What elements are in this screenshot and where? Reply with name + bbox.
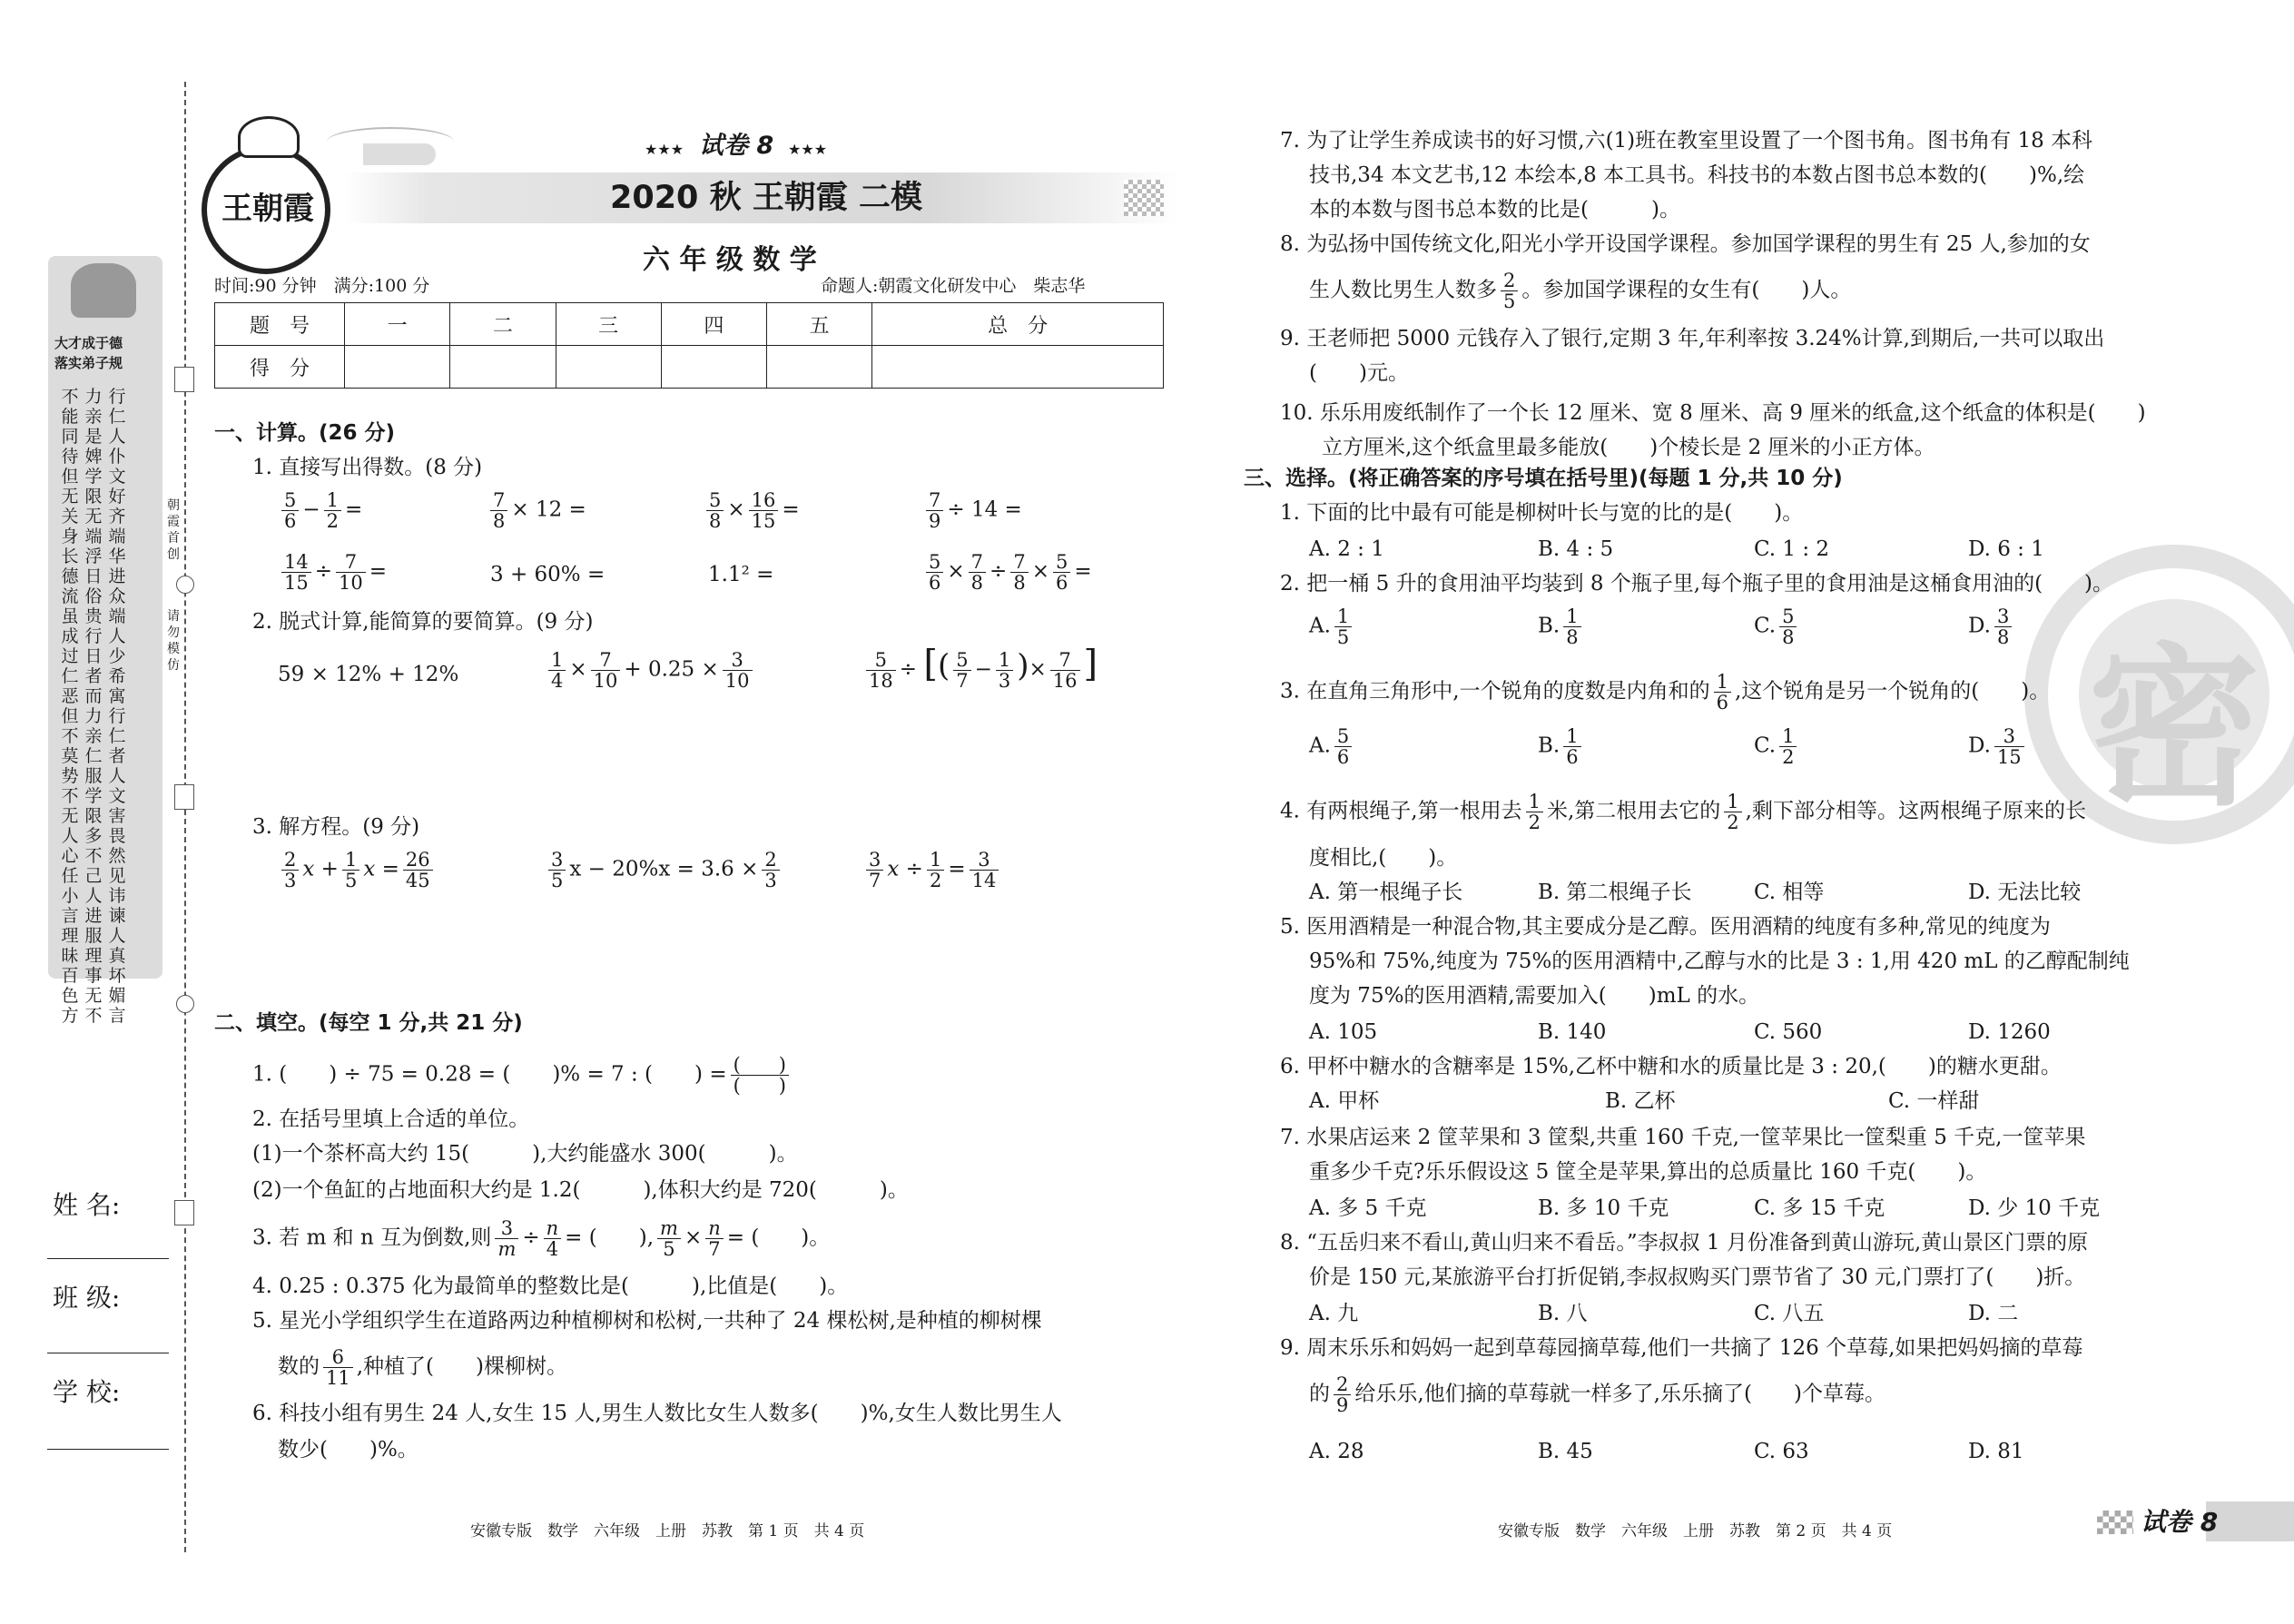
calc-3: $\frac{5}{18}$ ÷ [( $\frac{5}{7}$ − $\frac{1}{3}$ )× $\frac{7}{16}$ ] [862,650,1098,691]
s1-q1: 1. 直接写出得数。(8 分) [252,456,483,479]
c7-opt-b[interactable]: B. 多 10 千克 [1538,1196,1669,1220]
vertical-note-1: 朝霞首创 [167,498,180,562]
score-cell: 一 [345,303,450,346]
s2-q2: 2. 在括号里填上合适的单位。 [252,1107,530,1131]
c9-opt-b[interactable]: B. 45 [1538,1440,1593,1463]
c1-opt-a[interactable]: A. 2 : 1 [1309,537,1384,561]
r-q8a: 8. 为弘扬中国传统文化,阳光小学开设国学课程。参加国学课程的男生有 25 人,参加的女 [1280,232,2091,256]
verse-col: 不无人心 [61,786,79,866]
eq-2: $\frac{3}{5}$ x − 20%x = 3.6 × $\frac{2}{3}$ [545,850,783,891]
c1-opt-b[interactable]: B. 4 : 5 [1538,537,1614,561]
c2-opt-d[interactable]: D. $\frac{3}{8}$ [1968,606,2015,647]
score-input-cell[interactable] [556,346,661,389]
cut-mark [174,784,194,810]
scholar-figure-icon [71,263,136,318]
expr-2: $\frac{7}{8}$ × 12 = [487,490,586,531]
series-label: 试卷 8 [699,132,774,160]
subject-title: 六 年 级 数 学 [643,244,817,276]
binding-circle [176,995,194,1013]
corner-tab [2206,1501,2294,1541]
logo-text: 王朝霞 [222,191,314,227]
c4-c: ,剩下部分相等。这两根绳子原来的长 [1745,799,2086,823]
r-q9b: ( )元。 [1309,361,1409,385]
verse-col: 文害畏然 [108,786,126,866]
verse-col: 人少希寓 [108,626,126,706]
verse-col: 但无关身 [61,467,79,546]
s2-q3b: = ( ), [565,1225,655,1250]
cut-mark [174,1200,194,1225]
c9-b: 的 [1309,1382,1330,1406]
c9-c: 给乐乐,他们摘的草莓就一样多了,乐乐摘了( )个草莓。 [1354,1382,1885,1406]
school-label: 学 校: [53,1377,121,1407]
eq-2-mid: x − 20%x = 3.6 × [569,857,759,881]
s2-q5c-text: ,种植了( )棵柳树。 [356,1354,567,1379]
expr-1: $\frac{5}{6}$ − $\frac{1}{2}$ = [278,490,362,531]
expr-6: 3 + 60% = [490,563,605,586]
s2-q4: 4. 0.25 : 0.375 化为最简单的整数比是( ),比值是( )。 [252,1275,849,1298]
vertical-note-2: 请勿模仿 [167,609,180,673]
c7-stem-2: 重多少千克?乐乐假设这 5 筐全是苹果,算出的总质量比 160 千克( )。 [1309,1160,1987,1184]
c7-stem-1: 7. 水果店运来 2 筐苹果和 3 筐梨,共重 160 千克,一筐苹果比一筐梨重 5 千克,一筐苹果 [1280,1126,2086,1149]
verse-col: 见讳谏人 [108,866,126,946]
c1-opt-d[interactable]: D. 6 : 1 [1968,537,2044,561]
binding-circle [176,576,194,594]
score-input-cell[interactable] [345,346,450,389]
s2-q3: 3. 若 m 和 n 互为倒数,则 $\frac{3}{m}$ ÷ $\frac{n}{4}$ = ( ), $\frac{m}{5}$ × $\frac{n}{7}$ = ( )。 [252,1217,831,1260]
verse-col: 己人进服 [84,866,103,946]
checker-pattern [1124,180,1164,216]
c4-opt-b[interactable]: B. 第二根绳子长 [1538,881,1692,904]
name-field[interactable] [47,1258,169,1259]
logo-crown-icon [238,116,300,158]
cut-mark [174,367,194,392]
verse-col: 力亲是婢 [84,387,103,467]
verse-col: 不能同待 [61,387,79,467]
corner-label: 试卷 8 [2141,1507,2219,1537]
expr-5: $\frac{14}{15}$ ÷ $\frac{7}{10}$ = [278,552,387,593]
verse-col: 学限多不 [84,786,103,866]
section1-title: 一、计算。(26 分) [214,421,396,445]
score-table-score-row [215,346,1164,389]
verse-col: 昧百色方 [61,946,79,1026]
c4-opt-a[interactable]: A. 第一根绳子长 [1309,881,1463,904]
r-q10b: 立方厘米,这个纸盒里最多能放( )个棱长是 2 厘米的小正方体。 [1322,436,1935,459]
c8-stem-1: 8. “五岳归来不看山,黄山归来不看岳。”李叔叔 1 月份准备到黄山游玩,黄山景区门票的原 [1280,1231,2089,1255]
score-cell: 五 [767,303,872,346]
c5-opt-c[interactable]: C. 560 [1754,1020,1823,1044]
author-info: 命题人:朝霞文化研发中心 柴志华 [821,276,1086,296]
score-input-cell[interactable] [872,346,1164,389]
r-q7b: 技书,34 本文艺书,12 本绘本,8 本工具书。科技书的本数占图书总本数的( )%,绘 [1309,163,2085,187]
c4-a: 4. 有两根绳子,第一根用去 [1280,799,1522,823]
c5-opt-b[interactable]: B. 140 [1538,1020,1607,1044]
c3-b: ,这个锐角是另一个锐角的( )。 [1734,679,2051,704]
c2-opt-b[interactable]: B. $\frac{1}{8}$ [1538,606,1585,647]
c8-opt-b[interactable]: B. 八 [1538,1302,1588,1325]
s2-q5b-text: 数的 [278,1354,320,1379]
verse-col: 学限无端 [84,467,103,546]
c6-opt-b[interactable]: B. 乙杯 [1605,1089,1676,1113]
s2-q1: 1. ( ) ÷ 75 = 0.28 = ( )% = 7 : ( ) = $\frac{( )}{( )}$ [252,1055,793,1096]
c9-opt-d[interactable]: D. 81 [1968,1440,2024,1463]
expr-8: $\frac{5}{6}$ × $\frac{7}{8}$ ÷ $\frac{7}{8}$ × $\frac{5}{6}$ = [922,552,1092,593]
s1-q3: 3. 解方程。(9 分) [252,815,420,839]
r-q8b-text: 生人数比男生人数多 [1309,278,1497,302]
c3-a: 3. 在直角三角形中,一个锐角的度数是内角和的 [1280,679,1710,704]
verse-col: 行仁人仆 [108,387,126,467]
c3-opt-b[interactable]: B. $\frac{1}{6}$ [1538,726,1585,767]
score-input-cell[interactable] [450,346,556,389]
eq-3: $\frac{3}{7}$ x ÷ $\frac{1}{2}$ = $\frac{3}{14}$ [862,850,1002,891]
sidebar-slogan-bottom: 落实弟子规 [54,355,123,371]
c3-opt-c[interactable]: C. $\frac{1}{2}$ [1754,726,1800,767]
score-table-header-row [215,303,1164,346]
c5-opt-d[interactable]: D. 1260 [1968,1020,2051,1044]
c3-opt-a[interactable]: A. $\frac{5}{6}$ [1309,726,1355,767]
corner-squares [2097,1511,2133,1534]
verse-col: 文好齐端 [108,467,126,546]
verse-col: 但不莫势 [61,706,79,786]
s2-q1-text: 1. ( ) ÷ 75 = 0.28 = ( )% = 7 : ( ) = [252,1062,727,1087]
verse-col: 行仁者人 [108,706,126,786]
score-cell: 二 [450,303,556,346]
c4-b: 米,第二根用去它的 [1546,799,1721,823]
verse-col: 长德流虽 [61,546,79,626]
c4-stem-2: 度相比,( )。 [1309,846,1458,870]
calc-2: $\frac{1}{4}$ × $\frac{7}{10}$ + 0.25 × $\frac{3}{10}$ [545,650,756,691]
r-q7a: 7. 为了让学生养成读书的好习惯,六(1)班在教室里设置了一个图书角。图书角有 18 本科 [1280,129,2093,153]
eq-1: $\frac{2}{3}$ x + $\frac{1}{5}$ x = $\frac{26}{45}$ [278,850,437,891]
expr-4: $\frac{7}{9}$ ÷ 14 = [922,490,1022,531]
c5-stem-2: 95%和 75%,纯度为 75%的医用酒精中,乙醇与水的比是 3 : 1,用 420 mL 的乙醇配制纯 [1309,950,2130,973]
expr-3: $\frac{5}{8}$ × $\frac{16}{15}$ = [703,490,800,531]
verse-col: 华进众端 [108,546,126,626]
score-cell: 总 分 [872,303,1164,346]
c5-stem-1: 5. 医用酒精是一种混合物,其主要成分是乙醇。医用酒精的纯度有多种,常见的纯度为 [1280,915,2051,939]
score-cell: 三 [556,303,661,346]
r-q8c-text: 。参加国学课程的女生有( )人。 [1521,278,1852,302]
r-q8b: 生人数比男生人数多 $\frac{2}{5}$ 。参加国学课程的女生有( )人。 [1309,270,1852,312]
verse-col: 成过仁恶 [61,626,79,706]
score-input-cell[interactable] [767,346,872,389]
c4-stem: 4. 有两根绳子,第一根用去 $\frac{1}{2}$ 米,第二根用去它的 $\frac{1}{2}$ ,剩下部分相等。这两根绳子原来的长 [1280,791,2086,833]
r-q9a: 9. 王老师把 5000 元钱存入了银行,定期 3 年,年利率按 3.24%计算,到期后,一共可以取出 [1280,327,2105,350]
stars-left: ★★★ [645,141,684,158]
calc-1: 59 × 12% + 12% [278,663,459,686]
score-cell: 得 分 [215,346,345,389]
s2-q6b: 数少( )%。 [278,1438,418,1462]
s2-q3a: 3. 若 m 和 n 互为倒数,则 [252,1225,492,1250]
c6-opt-c[interactable]: C. 一样甜 [1888,1089,1980,1113]
section2-title: 二、填空。(每空 1 分,共 21 分) [214,1011,523,1035]
s2-q5b: 数的 $\frac{6}{11}$ ,种植了( )棵柳树。 [278,1346,567,1389]
c9-stem-2: 的 $\frac{2}{9}$ 给乐乐,他们摘的草莓就一样多了,乐乐摘了( )个草莓。 [1309,1373,1885,1416]
ribbon-tail [363,143,436,165]
footer-right: 安徽专版 数学 六年级 上册 苏教 第 2 页 共 4 页 [1498,1522,1893,1540]
r-q10a: 10. 乐乐用废纸制作了一个长 12 厘米、宽 8 厘米、高 9 厘米的纸盒,这个纸盒的体积是( ) [1280,401,2146,425]
exam-title: 2020 秋 王朝霞 二模 [610,180,922,216]
s2-q2b: (2)一个鱼缸的占地面积大约是 1.2( ),体积大约是 720( )。 [252,1178,909,1202]
verse-col: 力亲仁服 [84,706,103,786]
c7-opt-c[interactable]: C. 多 15 千克 [1754,1196,1885,1220]
c8-opt-c[interactable]: C. 八五 [1754,1302,1825,1325]
c3-stem: 3. 在直角三角形中,一个锐角的度数是内角和的 $\frac{1}{6}$ ,这个锐角是另一个锐角的( )。 [1280,671,2051,714]
sidebar-slogan-top: 大才成于德 [54,335,123,351]
c5-opt-a[interactable]: A. 105 [1309,1020,1378,1044]
c2-opt-c[interactable]: C. $\frac{5}{8}$ [1754,606,1800,647]
c3-opt-d[interactable]: D. $\frac{3}{15}$ [1968,726,2028,767]
verse-col: 浮日俗贵 [84,546,103,626]
c6-opt-a[interactable]: A. 甲杯 [1309,1089,1380,1113]
footer-left: 安徽专版 数学 六年级 上册 苏教 第 1 页 共 4 页 [470,1522,865,1540]
fold-line [184,82,186,1552]
c7-opt-d[interactable]: D. 少 10 千克 [1968,1196,2101,1220]
c4-opt-c[interactable]: C. 相等 [1754,881,1825,904]
score-cell: 题 号 [215,303,345,346]
c8-opt-d[interactable]: D. 二 [1968,1302,2019,1325]
verse-col: 任小言理 [61,866,79,946]
calc-2-mid: + 0.25 × [624,657,719,682]
score-input-cell[interactable] [661,346,766,389]
c1-opt-c[interactable]: C. 1 : 2 [1754,537,1830,561]
c8-stem-2: 价是 150 元,某旅游平台打折促销,李叔叔购买门票节省了 30 元,门票打了( )折。 [1309,1265,2086,1289]
seal-char: 密 [2088,628,2261,829]
class-label: 班 级: [53,1283,121,1313]
name-label: 姓 名: [53,1190,121,1220]
c8-opt-a[interactable]: A. 九 [1309,1302,1359,1325]
s2-q5a: 5. 星光小学组织学生在道路两边种植柳树和松树,一共种了 24 棵松树,是种植的柳树棵 [252,1309,1042,1333]
r-q7c: 本的本数与图书总本数的比是( )。 [1309,198,1680,221]
s1-q2: 2. 脱式计算,能简算的要简算。(9 分) [252,610,594,634]
section3-title: 三、选择。(将正确答案的序号填在括号里)(每题 1 分,共 10 分) [1244,467,1843,490]
stars-right: ★★★ [788,141,828,158]
verse-col: 行日者而 [84,626,103,706]
c7-opt-a[interactable]: A. 多 5 千克 [1309,1196,1427,1220]
school-field[interactable] [47,1449,169,1450]
s2-q3c: = ( )。 [726,1225,831,1250]
verse-col: 理事无不 [84,946,103,1026]
time-info: 时间:90 分钟 满分:100 分 [214,276,430,296]
c5-stem-3: 度为 75%的医用酒精,需要加入( )mL 的水。 [1309,984,1760,1008]
verse-col: 真坏媚言 [108,946,126,1026]
expr-7: 1.1² = [708,563,774,586]
c2-stem: 2. 把一桶 5 升的食用油平均装到 8 个瓶子里,每个瓶子里的食用油是这桶食用油的( )。 [1280,572,2114,595]
s2-q2a: (1)一个茶杯高大约 15( ),大约能盛水 300( )。 [252,1142,798,1166]
c9-opt-c[interactable]: C. 63 [1754,1440,1809,1463]
c1-stem: 1. 下面的比中最有可能是柳树叶长与宽的比的是( )。 [1280,501,1804,525]
s2-q6a: 6. 科技小组有男生 24 人,女生 15 人,男生人数比女生人数多( )%,女生人数比男生人 [252,1402,1062,1425]
c2-opt-a[interactable]: A. $\frac{1}{5}$ [1309,606,1355,647]
score-table [214,302,1164,389]
c4-opt-d[interactable]: D. 无法比较 [1968,881,2082,904]
c6-stem: 6. 甲杯中糖水的含糖率是 15%,乙杯中糖和水的质量比是 3 : 20,( )的糖水更甜。 [1280,1055,2062,1078]
c9-opt-a[interactable]: A. 28 [1309,1440,1364,1463]
score-cell: 四 [661,303,766,346]
c9-stem-1: 9. 周末乐乐和妈妈一起到草莓园摘草莓,他们一共摘了 126 个草莓,如果把妈妈摘的草莓 [1280,1336,2083,1360]
